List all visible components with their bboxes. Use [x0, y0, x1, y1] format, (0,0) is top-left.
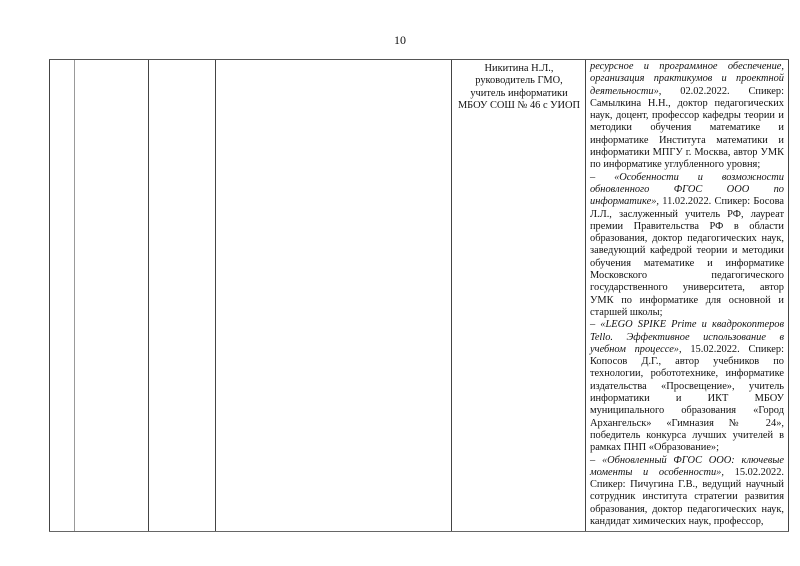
- table-cell-index: [49, 60, 74, 531]
- event-title: – «Обновленный ФГОС ООО: ключевые моменты и особенности»,: [590, 454, 784, 478]
- event-date: 15.02.2022.: [734, 466, 784, 478]
- responsible-role: руководитель ГМО,: [475, 75, 563, 87]
- event-date: 15.02.2022.: [690, 343, 740, 355]
- page-number: 10: [394, 33, 406, 47]
- event-item: [590, 455, 784, 529]
- event-speaker: Спикер: Босова Л.Л., заслуженный учитель РФ, лауреат премии Правительства РФ в области образования, доктор педагогических наук, заведующий кафедрой теории и методики обучения математике и информатике Московского педагогического государственного университета, автор УМК по информатике для основной и старшей школы;: [590, 196, 784, 318]
- responsible-school: МБОУ СОШ № 46 с УИОП: [457, 99, 581, 111]
- table-cell-description: [585, 60, 789, 531]
- responsible-position: учитель информатики: [470, 87, 568, 99]
- event-item: [590, 61, 784, 172]
- table-cell-2: [74, 60, 148, 531]
- event-date: 11.02.2022.: [662, 196, 712, 208]
- schedule-table: [49, 59, 789, 532]
- table-cell-responsible: [451, 60, 585, 531]
- event-speaker: Спикер: Самылкина Н.Н., доктор педагогических наук, доцент, профессор кафедры теории и методики обучения математике и информатике Института математики и информатики МПГУ г. Москва, автор УМК по информатике углубленного уровня;: [590, 85, 784, 171]
- table-cell-3: [148, 60, 215, 531]
- responsible-name: Никитина Н.Л.,: [484, 63, 554, 74]
- event-title: – «Особенности и возможности обновленного ФГОС ООО по информатике»,: [590, 171, 784, 208]
- table-cell-4: [215, 60, 451, 531]
- event-item: [590, 172, 784, 320]
- event-speaker: Спикер: Копосов Д.Г., автор учебников по технологии, робототехнике, информатике издательства «Просвещение», учитель информатики и ИКТ МБОУ муниципального образования «Город Архангельск» «Гимназия № 24», победитель конкурса лучших учителей в рамках ПНП «Образование»;: [590, 343, 784, 454]
- event-item: [590, 319, 784, 454]
- event-title: ресурсное и программное обеспечение, организация практикумов и проектной деятельности»,: [590, 61, 784, 97]
- event-title: – «LEGO SPIKE Prime и квадрокоптеров Tello. Эффективное использование в учебном процессе»,: [590, 319, 784, 355]
- event-speaker: Спикер: Пичугина Г.В., ведущий научный сотрудник института стратегии развития образования, доктор педагогических наук, кандидат химических наук, профессор,: [590, 479, 784, 527]
- event-date: 02.02.2022.: [680, 85, 730, 97]
